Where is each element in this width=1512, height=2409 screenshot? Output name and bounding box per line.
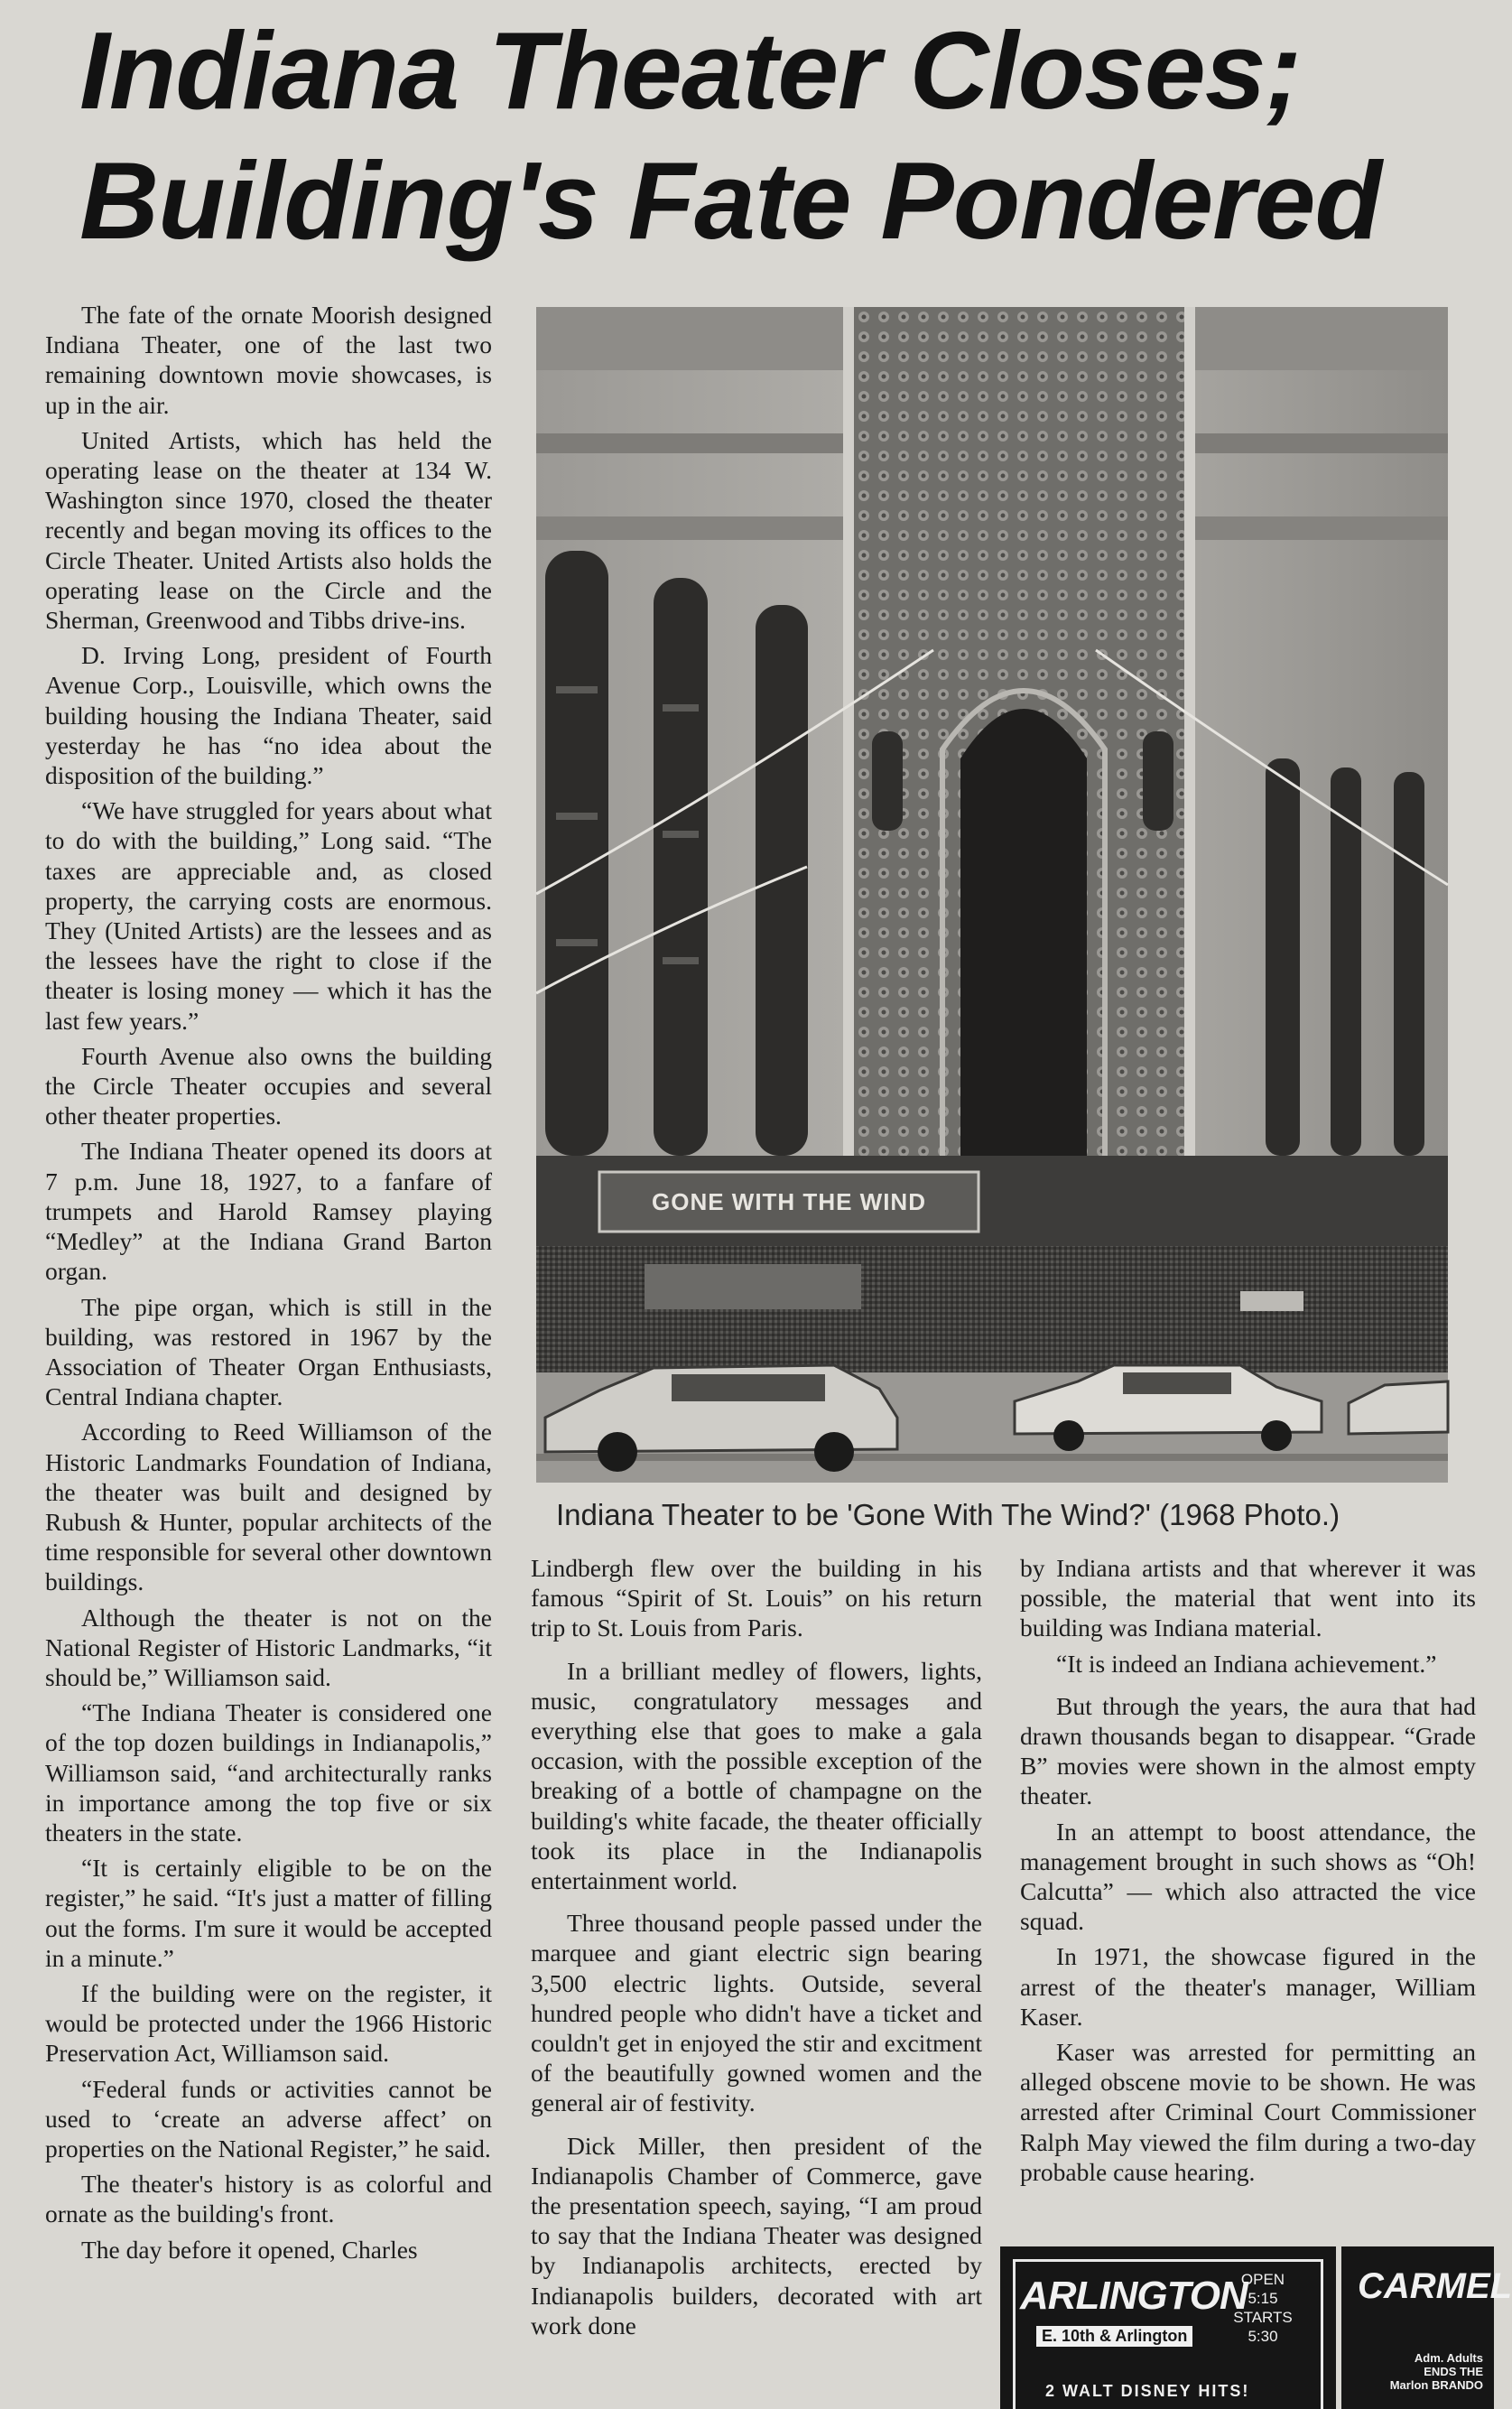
paragraph: But through the years, the aura that had drawn thousands began to disappear. “Grade B” movies were shown in the almost empty theater. [1020,1691,1476,1810]
paragraph: “The Indiana Theater is considered one of the top dozen buildings in Indianapolis,” Williamson said, “and architecturally ranks in importance among the top five or six theaters in the state. [45,1698,492,1846]
article-column-2 [531,1553,982,2406]
ad-showtimes [1229,2270,1296,2346]
paragraph: In a brilliant medley of flowers, lights, music, congratulatory messages and everything else that goes to make a gala occasion, with the possible exception of the breaking of a bottle of champagne on the building's white facade, the theater officially took its place in the Indianapolis entertainment world. [531,1656,982,1895]
marquee-text: GONE WITH THE WIND [652,1188,926,1215]
photo-caption: Indiana Theater to be 'Gone With The Wind?' (1968 Photo.) [556,1498,1340,1531]
ad-address: E. 10th & Arlington [1036,2326,1192,2347]
paragraph: United Artists, which has held the operating lease on the theater at 134 W. Washington since 1970, closed the theater recently and began moving its offices to the Circle Theater. United Artists also holds the operating lease on the Circle and the Sherman, Greenwood and Tibbs drive-ins. [45,425,492,635]
paragraph: Kaser was arrested for permitting an alleged obscene movie to be shown. He was arrested after Criminal Court Commissioner Ralph May viewed the film during a two-day probable cause hearing. [1020,2038,1476,2186]
paragraph: Although the theater is not on the National Register of Historic Landmarks, “it should be,” Williamson said. [45,1603,492,1691]
paragraph: Lindbergh flew over the building in his famous “Spirit of St. Louis” on his return trip to St. Louis from Paris. [531,1554,982,1642]
article-column-3 [1020,1553,1476,2239]
paragraph: The pipe organ, which is still in the building, was restored in 1967 by the Association of Theater Organ Enthusiasts, Central Indiana chapter. [45,1292,492,1411]
paragraph: Fourth Avenue also owns the building the Circle Theater occupies and several other theater properties. [45,1041,492,1130]
paragraph: The day before it opened, Charles [81,2235,418,2264]
theater-photo [536,307,1448,1483]
ad-line: ENDS THE [1424,2365,1483,2378]
ad-details [1388,2351,1483,2392]
paragraph: “We have struggled for years about what to do with the building,” Long said. “The taxes are appreciable and, as closed property, the carrying costs are enormous. They (United Artists) are the lessees and as the lessees have the right to close if the theater is losing money — which it has the last few years.” [45,796,492,1035]
ad-feature-line: 2 WALT DISNEY HITS! [1045,2382,1250,2400]
ad-line: Marlon BRANDO [1389,2378,1483,2392]
paragraph: by Indiana artists and that wherever it was possible, the material that went into its building was Indiana material. [1020,1554,1476,1642]
carmel-theater-ad [1341,2246,1512,2409]
paragraph: If the building were on the register, it would be protected under the 1966 Historic Preservation Act, Williamson said. [45,1978,492,2068]
paragraph: “Federal funds or activities cannot be used to ‘create an adverse affect’ on properties on the National Register,” he said. [45,2074,492,2163]
ad-theater-name: CARMEL [1358,2266,1512,2306]
paragraph: Dick Miller, then president of the Indianapolis Chamber of Commerce, gave the presentation speech, saying, “I am proud to say that the Indiana Theater was designed by Indianapolis architects, erected by Indianapolis builders, decorated with art work done [531,2131,982,2339]
paragraph: “It is indeed an Indiana achievement.” [1056,1649,1437,1678]
ad-open-time: 5:15 [1248,2290,1278,2307]
ad-line: Adm. Adults [1414,2351,1483,2365]
paragraph: Three thousand people passed under the marquee and giant electric sign bearing 3,500 electric lights. Outside, several hundred people who didn't have a ticket and couldn't get in enjoyed the stir and excitment of the beautifully gowned women and the general air of festivity. [531,1909,982,2117]
arlington-theater-ad [1000,2246,1336,2409]
headline-line-2: Building's Fate Pondered [79,139,1382,262]
headline [79,5,1470,265]
paragraph: In an attempt to boost attendance, the management brought in such shows as “Oh! Calcutta” — which also attracted the vice squad. [1020,1817,1476,1936]
paragraph: In 1971, the showcase figured in the arrest of the theater's manager, William Kaser. [1020,1942,1476,2031]
ad-starts-label: STARTS [1233,2309,1293,2326]
ad-theater-name: ARLINGTON [1020,2274,1248,2318]
paragraph: “It is certainly eligible to be on the register,” he said. “It's just a matter of filling out the forms. I'm sure it would be accepted in a minute.” [45,1854,492,1972]
paragraph: The theater's history is as colorful and ornate as the building's front. [45,2170,492,2228]
paragraph: D. Irving Long, president of Fourth Avenue Corp., Louisville, which owns the building housing the Indiana Theater, said yesterday he has “no idea about the disposition of the building.” [45,641,492,790]
paragraph: The fate of the ornate Moorish designed Indiana Theater, one of the last two remaining downtown movie showcases, is up in the air. [45,301,492,419]
ad-open-label: OPEN [1240,2271,1285,2288]
article-column-1 [45,300,492,2404]
paragraph: According to Reed Williamson of the Historic Landmarks Foundation of Indiana, the theater was built and designed by Rubush & Hunter, popular architects of the time responsible for several other downtown buildings. [45,1418,492,1596]
ad-starts-time: 5:30 [1248,2328,1278,2345]
paragraph: The Indiana Theater opened its doors at 7 p.m. June 18, 1927, to a fanfare of trumpets and Harold Ramsey playing “Medley” at the Indiana Grand Barton organ. [45,1137,492,1286]
theater-facade-illustration [536,307,1448,1483]
headline-line-1: Indiana Theater Closes; [79,9,1302,132]
